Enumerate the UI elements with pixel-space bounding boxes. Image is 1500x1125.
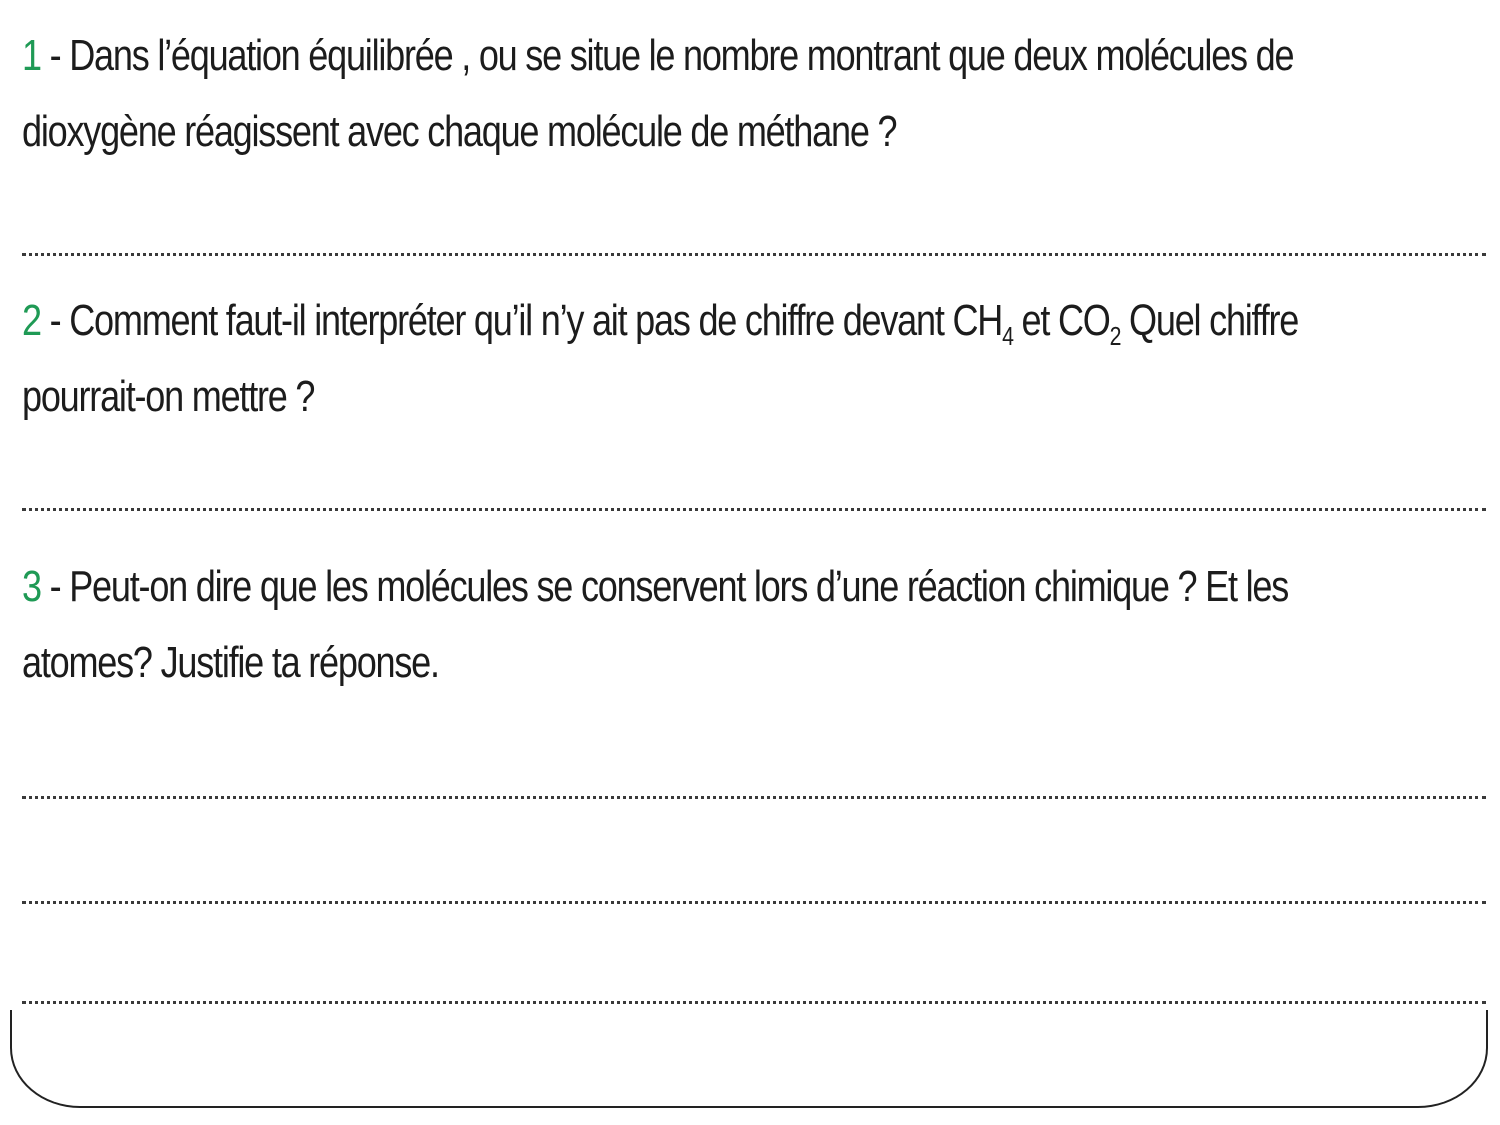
question-3-text-1: Peut-on dire que les molécules se conservent lors d’une réaction chimique ? Et les xyxy=(69,562,1289,611)
question-3-number: 3 xyxy=(22,562,41,611)
question-2-text-2: pourrait-on mettre ? xyxy=(22,372,315,421)
answer-line-2[interactable] xyxy=(22,508,1486,511)
question-2-number: 2 xyxy=(22,296,41,345)
question-1-text-1: Dans l’équation équilibrée , ou se situe le nombre montrant que deux molécules de xyxy=(69,31,1294,80)
question-3-dash: - xyxy=(40,562,70,611)
question-2-line-1 xyxy=(22,283,1299,359)
question-2-dash: - xyxy=(40,296,70,345)
question-2-subscript-4: 4 xyxy=(1002,321,1013,351)
question-2-text-1b: et CO xyxy=(1012,296,1110,345)
question-1-line-1 xyxy=(22,18,1294,94)
question-1-number: 1 xyxy=(22,31,41,80)
question-1 xyxy=(22,18,1294,170)
question-3-line-1 xyxy=(22,549,1289,625)
rounded-frame-border xyxy=(10,1010,1488,1108)
question-2-text-1c: Quel chiffre xyxy=(1120,296,1299,345)
answer-line-3c[interactable] xyxy=(22,1001,1486,1004)
answer-line-1[interactable] xyxy=(22,253,1486,256)
answer-line-3a[interactable] xyxy=(22,796,1486,799)
question-2 xyxy=(22,283,1299,435)
question-1-text-2: dioxygène réagissent avec chaque molécule de méthane ? xyxy=(22,107,897,156)
answer-line-3b[interactable] xyxy=(22,901,1486,904)
question-2-subscript-2: 2 xyxy=(1109,321,1121,351)
question-2-text-1a: Comment faut-il interpréter qu’il n’y ait pas de chiffre devant CH xyxy=(69,296,1003,345)
question-3-text-2: atomes? Justifie ta réponse. xyxy=(22,638,439,687)
question-1-dash: - xyxy=(40,31,70,80)
question-3 xyxy=(22,549,1289,701)
